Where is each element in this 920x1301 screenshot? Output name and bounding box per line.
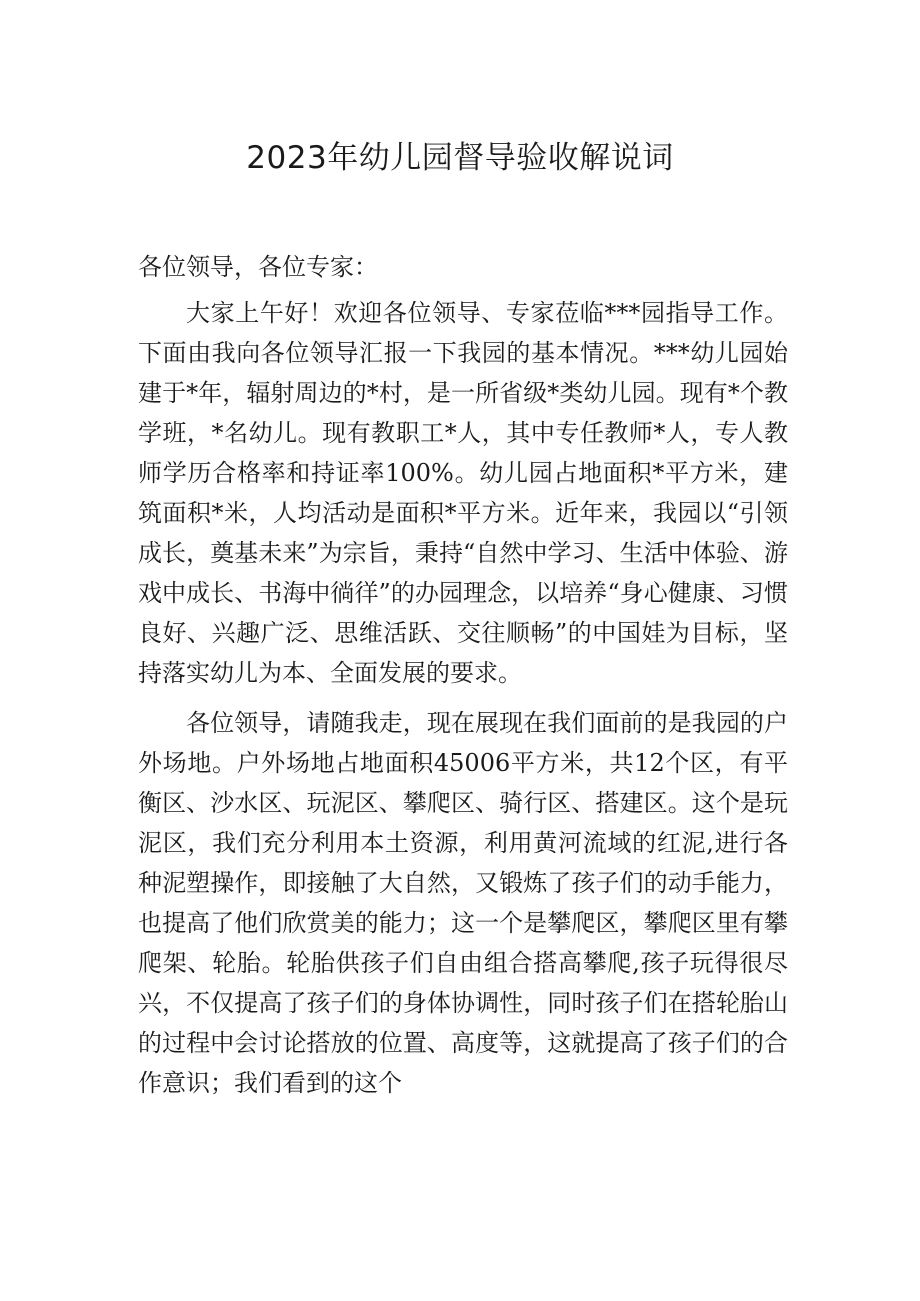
document-body — [138, 247, 788, 1103]
paragraph-intro: 大家上午好！欢迎各位领导、专家莅临***园指导工作。下面由我向各位领导汇报一下我园的基本情况。***幼儿园始建于*年，辐射周边的*村，是一所省级*类幼儿园。现有*个教学班，*名幼儿。现有教职工*人，其中专任教师*人，专人教师学历合格率和持证率100%。幼儿园占地面积*平方米，建筑面积*米，人均活动是面积*平方米。近年来，我园以“引领成长，奠基未来”为宗旨，秉持“自然中学习、生活中体验、游戏中成长、书海中徜徉”的办园理念，以培养“身心健康、习惯良好、兴趣广泛、思维活跃、交往顺畅”的中国娃为目标，坚持落实幼儿为本、全面发展的要求。 — [138, 299, 788, 687]
paragraph-outdoor: 各位领导，请随我走，现在展现在我们面前的是我园的户外场地。户外场地占地面积45006平方米，共12个区，有平衡区、沙水区、玩泥区、攀爬区、骑行区、搭建区。这个是玩泥区，我们充分利用本土资源，利用黄河流域的红泥,进行各种泥塑操作，即接触了大自然，又锻炼了孩子们的动手能力，也提高了他们欣赏美的能力；这一个是攀爬区，攀爬区里有攀爬架、轮胎。轮胎供孩子们自由组合搭高攀爬,孩子玩得很尽兴，不仅提高了孩子们的身体协调性，同时孩子们在搭轮胎山的过程中会讨论搭放的位置、高度等，这就提高了孩子们的合作意识；我们看到的这个 — [138, 709, 788, 1097]
document-title: 2023年幼儿园督导验收解说词 — [246, 140, 674, 176]
salutation: 各位领导，各位专家： — [138, 253, 378, 281]
